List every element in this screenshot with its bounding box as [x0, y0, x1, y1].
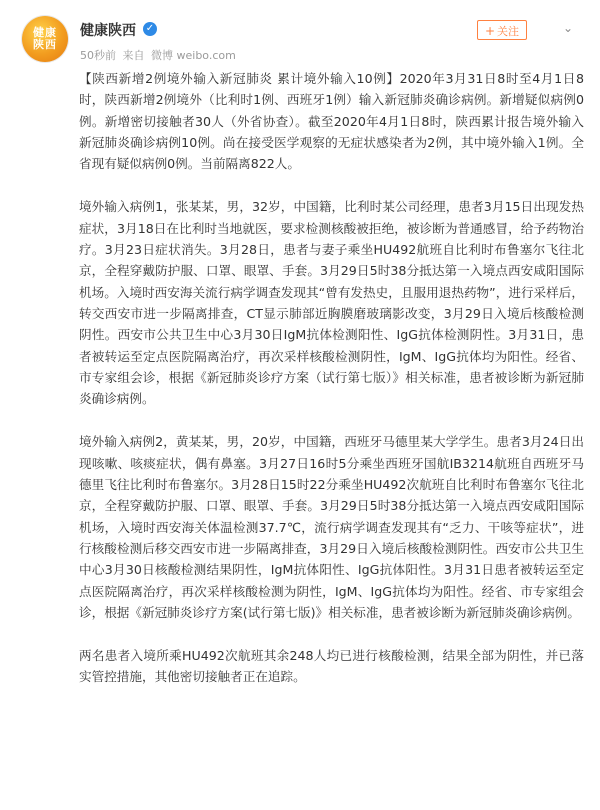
- follow-label: 关注: [497, 25, 520, 38]
- user-name[interactable]: 健康陕西: [80, 23, 136, 39]
- post-content: [79, 68, 584, 688]
- post-source[interactable]: 微博 weibo.com: [151, 49, 236, 62]
- avatar[interactable]: [22, 16, 68, 62]
- verified-badge-icon: ✓: [143, 22, 157, 36]
- post-header: [0, 0, 600, 68]
- post-paragraph-case-1: 境外输入病例1，张某某，男，32岁，中国籍，比利时某公司经理，患者3月15日出现发热症状，3月18日在比利时当地就医，要求检测核酸被拒绝，被诊断为普通感冒，给予药物治疗。3月23日症状消失。3月28日，患者与妻子乘坐HU492航班自比利时布鲁塞尔飞往北京，全程穿戴防护服、口罩、眼罩、手套。3月29日5时38分抵达第一入境点西安咸阳国际机场。入境时西安海关流行病学调查发现其“曾有发热史，且服用退热药物”，进行采样后，转交西安市进一步隔离排查，CT显示肺部近胸膜磨玻璃影改变，3月29日入境后核酸检测阴性。西安市公共卫生中心3月30日IgM抗体检测阳性、IgG抗体检测阴性。3月31日，患者被转运至定点医院隔离治疗，再次采样核酸检测阴性，IgM、IgG抗体均为阳性。经省、市专家组会诊，根据《新冠肺炎诊疗方案（试行第七版）》相关标准，患者被诊断为新冠肺炎确诊病例。: [79, 199, 584, 407]
- source-prefix: 来自: [122, 49, 145, 62]
- avatar-logo-text: 健康陕西: [33, 26, 57, 51]
- chevron-down-icon[interactable]: ⌄: [562, 21, 574, 35]
- follow-button[interactable]: [477, 20, 527, 40]
- post-time[interactable]: 50秒前: [80, 49, 116, 62]
- post-paragraph-closing: 两名患者入境所乘HU492次航班其余248人均已进行核酸检测，结果全部为阴性，并已落实管控措施，其他密切接触者正在追踪。: [79, 648, 584, 685]
- plus-icon: +: [484, 24, 496, 38]
- post-meta: [80, 47, 239, 63]
- post-paragraph-summary: 【陕西新增2例境外输入新冠肺炎 累计境外输入10例】2020年3月31日8时至4月1日8时，陕西新增2例境外（比利时1例、西班牙1例）输入新冠肺炎确诊病例。新增疑似病例0例。新增密切接触者30人（外省协查）。截至2020年4月1日8时，陕西累计报告境外输入新冠肺炎确诊病例10例。尚在接受医学观察的无症状感染者为2例，其中境外输入1例。全省现有疑似病例0例。当前隔离822人。: [79, 71, 584, 172]
- post-paragraph-case-2: 境外输入病例2，黄某某，男，20岁，中国籍，西班牙马德里某大学学生。患者3月24日出现咳嗽、咳痰症状，偶有鼻塞。3月27日16时5分乘坐西班牙国航IB3214航班自西班牙马德里飞往比利时布鲁塞尔。3月28日15时22分乘坐HU492次航班自比利时布鲁塞尔飞往北京，全程穿戴防护服、口罩、眼罩、手套。3月29日5时38分抵达第一入境点西安咸阳国际机场，入境时西安海关体温检测37.7℃，流行病学调查发现其有“乏力、干咳等症状”，进行核酸检测后移交西安市进一步隔离排查，3月29日入境后核酸检测阴性。西安市公共卫生中心3月30日核酸检测结果阴性，IgM抗体阳性、IgG抗体阳性。3月31日患者被转运至定点医院隔离治疗，再次采样核酸检测为阴性，IgM、IgG抗体均为阳性。经省、市专家组会诊，根据《新冠肺炎诊疗方案(试行第七版)》相关标准，患者被诊断为新冠肺炎确诊病例。: [79, 434, 584, 620]
